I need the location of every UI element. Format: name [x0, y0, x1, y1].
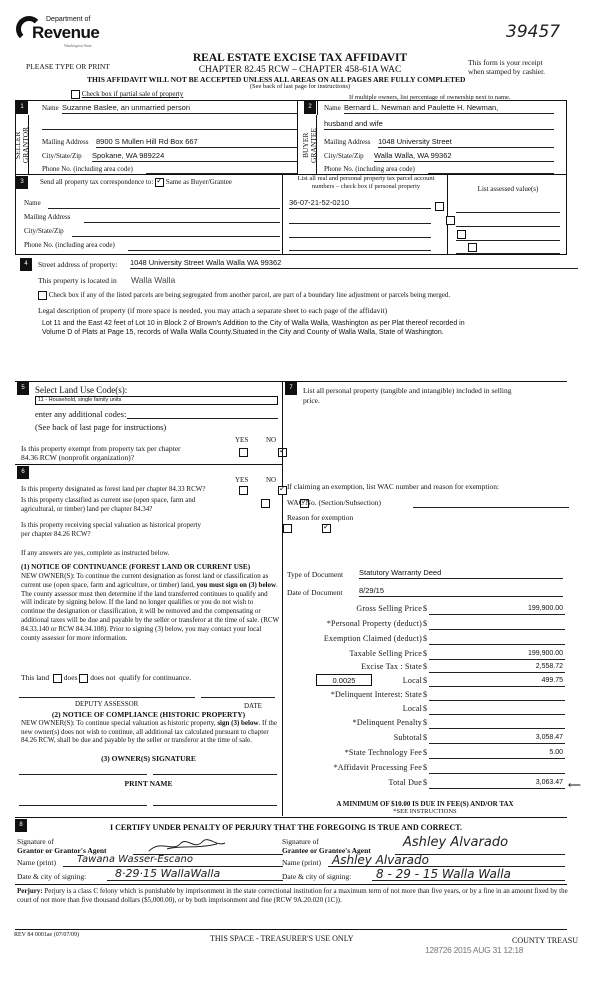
receipt-note: [468, 58, 545, 76]
buyer-phone-field[interactable]: [428, 164, 554, 174]
this-land-label: This land: [21, 673, 50, 682]
treasurer-stamp: 128726 2015 AUG 31 12:18: [425, 945, 524, 955]
please-type-label: PLEASE TYPE OR PRINT: [26, 62, 110, 71]
buyer-name-label: Name: [324, 104, 341, 112]
receipt-note-line-2: when stamped by cashier.: [468, 67, 546, 76]
certification-bottom-rule: [15, 884, 567, 885]
amount-row-delinquent-state: *Delinquent Interest: State $: [290, 690, 590, 704]
seller-phone-field[interactable]: [146, 164, 298, 174]
excise-tax-local-value[interactable]: 499.75: [541, 677, 563, 684]
land-use-section: [15, 381, 282, 461]
buyer-mailing-field[interactable]: 1048 University Street: [378, 137, 554, 148]
exemption-reason-field[interactable]: [287, 524, 557, 564]
located-in-value: Walla Walla: [131, 275, 176, 285]
exempt-question-line-2: 84.36 RCW (nonprofit organization)?: [21, 453, 135, 462]
legal-description-label: Legal description of property (if more space is needed, you may attach a separate sheet to each page of the affidavit): [38, 306, 388, 315]
seller-name-field-2[interactable]: [42, 119, 298, 130]
seller-city-field[interactable]: Spokane, WA 989224: [92, 151, 298, 162]
corr-name-label: Name: [24, 199, 41, 207]
seller-side-text: SELLER GRANTOR: [13, 126, 30, 164]
correspondence-label: Send all property tax correspondence to:: [40, 178, 154, 187]
subtotal-value[interactable]: 3,058.47: [535, 734, 563, 741]
corr-phone-label: Phone No. (including area code): [24, 241, 115, 249]
forest-question-3-line-2: per chapter 84.26 RCW?: [21, 530, 91, 538]
form-warning: THIS AFFIDAVIT WILL NOT BE ACCEPTED UNLESS ALL AREAS ON ALL PAGES ARE FULLY COMPLETED: [87, 75, 466, 84]
section-7-badge: 7: [285, 382, 297, 395]
amount-row-affidavit-fee: *Affidavit Processing Fee $: [290, 763, 590, 777]
correspondence-section: [15, 175, 567, 255]
buyer-name-field-2[interactable]: husband and wife: [324, 119, 554, 130]
seller-phone-label: Phone No. (including area code): [42, 165, 133, 173]
see-back-note: (See back of last page for instructions): [35, 422, 167, 432]
partial-sale-checkbox-row[interactable]: [71, 90, 183, 99]
assessed-value-field-2[interactable]: [456, 217, 560, 227]
seller-section: [15, 100, 297, 175]
notice-continuance-body: NEW OWNER(S): To continue the current designation as forest land or classification as current use (open space, farm and agriculture, or timber) land, you must sign on (3) below. The county assessor must then determine if the land transferred continues to qualify and will indicate by signing below. If the land no longer qualifies or you do not wish to continue the designation or classification, it will be removed and the compensating or additional taxes will be due and payable by the seller or transferor at the time of sale. (RCW 84.33.140 or RCW 84.34.108). Prior to signing (3) below, you may contact your local county assessor for more information.: [21, 572, 280, 642]
amount-row-taxable: Taxable Selling Price $ 199,900.00: [349, 649, 563, 658]
arrow-mark-icon: ⟵: [568, 780, 581, 790]
does-not-label: does not: [90, 673, 116, 682]
document-date-field[interactable]: 8/29/15: [359, 586, 563, 597]
same-as-buyer-label: Same as Buyer/Grantee: [165, 178, 232, 187]
grantor-signature-label: Signature of Grantor or Grantor's Agent: [17, 837, 107, 855]
parcel-column: [282, 174, 448, 254]
section-7-divider: [15, 465, 283, 466]
notice-compliance-title: (2) NOTICE OF COMPLIANCE (HISTORIC PROPERTY): [51, 710, 246, 719]
personal-property-label-line-2: price.: [303, 396, 320, 405]
amount-row-gross: Gross Selling Price $ 199,900.00: [356, 604, 563, 613]
amount-row-tech-fee: *State Technology Fee $ 5.00: [344, 748, 563, 757]
amount-row-subtotal: Subtotal $ 3,058.47: [393, 733, 563, 742]
grantee-date-label: Date & city of signing:: [282, 872, 352, 881]
section-6-badge: 6: [17, 466, 29, 479]
print-name-line-1[interactable]: [19, 798, 147, 806]
buyer-mailing-label: Mailing Address: [324, 138, 371, 146]
document-type-label: Type of Document: [287, 570, 344, 579]
located-in-label: This property is located in: [38, 276, 117, 285]
section-4-badge: 4: [20, 258, 32, 271]
buyer-phone-label: Phone No. (including area code): [324, 165, 415, 173]
dor-logo: [14, 14, 104, 54]
excise-tax-state-value[interactable]: 2,558.72: [535, 663, 563, 670]
personal-property-label-line-1: List all personal property (tangible and intangible) included in selling: [303, 386, 512, 395]
corr-mailing-label: Mailing Address: [24, 213, 71, 221]
logo-dept-text: Department of: [46, 16, 91, 23]
perjury-note: Perjury: Perjury is a class C felony which is punishable by imprisonment in the state correctional institution for a maximum term of not more than five years, or by a fine in an amount fixed by the court of not more than five thousand dollars ($5,000.00), or by both imprisonment and fine (RCW 9A.20.020 (1C)).: [17, 887, 568, 904]
corr-city-field[interactable]: [72, 227, 280, 237]
owner-signature-label: (3) OWNER(S) SIGNATURE: [101, 754, 196, 763]
section-5-badge: 5: [17, 382, 29, 395]
land-does-not-checkbox[interactable]: [79, 674, 88, 683]
minimum-due-note: A MINIMUM OF $10.00 IS DUE IN FEE(S) AND/OR TAX: [336, 800, 514, 808]
section-8-badge: 8: [15, 819, 27, 832]
land-does-checkbox[interactable]: [53, 674, 62, 683]
legal-description-value[interactable]: [42, 319, 562, 337]
logo-name-text: Revenue: [32, 23, 100, 42]
parcel-number-field-4[interactable]: [289, 240, 431, 251]
revision-label: REV 84 0001ae (07/07/09): [14, 932, 80, 938]
additional-codes-field[interactable]: [127, 409, 278, 419]
forest-question-3: [21, 521, 201, 539]
notice-continuance-title: (1) NOTICE OF CONTINUANCE (FOREST LAND OR CURRENT USE): [21, 563, 251, 571]
legal-description-line-2: Volume D of Plats at Page 15, records of Walla Walla County.Situated in the City and County of Walla Walla, State of Washington.: [42, 329, 444, 336]
print-name-label: PRINT NAME: [124, 779, 173, 788]
does-label: does: [63, 673, 78, 682]
grantee-name-label: Name (print): [282, 858, 321, 867]
grantee-signature-field[interactable]: Ashley Alvarado: [395, 835, 565, 855]
form-instructions-note: (See back of last page for instructions): [249, 83, 351, 90]
if-yes-note: If any answers are yes, complete as instructed below.: [21, 549, 170, 557]
land-use-select[interactable]: 11 - Household, single family units: [35, 396, 278, 405]
wac-label: WAC No. (Section/Subsection): [287, 498, 381, 507]
street-address-field[interactable]: 1048 University Street Walla Walla WA 99362: [130, 258, 578, 269]
assessed-header: List assessed value(s): [477, 185, 539, 193]
seller-side-label: [13, 115, 30, 175]
amount-row-delinquent-local: Local $: [290, 704, 590, 718]
buyer-city-label: City/State/Zip: [324, 152, 364, 160]
forest-q2-yes-checkbox[interactable]: [261, 499, 270, 508]
parcel-number-field-1[interactable]: 36-07-21-52-0210: [289, 198, 431, 209]
grantee-signature-label: Signature of Grantee or Grantee's Agent: [282, 837, 371, 855]
buyer-name-field[interactable]: Bernard L. Newman and Paulette H. Newman,: [344, 103, 554, 114]
parcel-personal-checkbox-2[interactable]: [446, 216, 455, 225]
seller-city-label: City/State/Zip: [42, 152, 82, 160]
exempt-question: [21, 444, 181, 462]
deputy-assessor-signature-line[interactable]: [19, 690, 195, 698]
exemption-claim-label: If claiming an exemption, list WAC number and reason for exemption:: [287, 482, 500, 491]
total-due-value[interactable]: 3,063.47: [535, 779, 563, 786]
gross-selling-price-value[interactable]: 199,900.00: [527, 605, 563, 612]
qualify-label: qualify for continuance.: [119, 673, 192, 682]
amount-row-exemption: Exemption Claimed (deduct) $: [290, 634, 590, 648]
no-header: NO: [266, 436, 277, 444]
grantor-signature-field[interactable]: [133, 837, 283, 855]
local-rate-field[interactable]: 0.0025: [316, 674, 372, 686]
additional-codes-label: enter any additional codes:: [35, 409, 127, 419]
county-treasurer-label: COUNTY TREASU: [512, 936, 579, 945]
amount-row-excise-state: Excise Tax : State $ 2,558.72: [361, 662, 563, 671]
handwritten-number: 39457: [506, 22, 561, 42]
see-instructions-note: *SEE INSTRUCTIONS: [393, 808, 457, 815]
document-date-label: Date of Document: [287, 588, 343, 597]
logo-state-text: Washington State: [64, 43, 92, 48]
parcel-personal-checkbox-1[interactable]: [435, 202, 444, 211]
buyer-city-field[interactable]: Walla Walla, WA 99362: [374, 151, 554, 162]
parcel-header: [283, 175, 449, 191]
segregated-checkbox-row[interactable]: [38, 291, 450, 300]
assessor-date-label: DATE: [244, 702, 262, 710]
corr-name-field[interactable]: [48, 199, 280, 209]
wac-field[interactable]: [413, 498, 569, 508]
exempt-question-line-1: Is this property exempt from property tax per chapter: [21, 444, 181, 453]
segregated-checkbox[interactable]: [38, 291, 47, 300]
owner-signature-line-1[interactable]: [19, 767, 147, 775]
forest-q1-yes-checkbox[interactable]: [239, 486, 248, 495]
owner-signature-line-2[interactable]: [153, 767, 277, 775]
print-name-line-2[interactable]: [153, 798, 277, 806]
exempt-yes-checkbox[interactable]: [239, 448, 248, 457]
signature-scribble-icon: [147, 837, 227, 855]
certification-title: I CERTIFY UNDER PENALTY OF PERJURY THAT THE FOREGOING IS TRUE AND CORRECT.: [110, 823, 463, 832]
corr-city-label: City/State/Zip: [24, 227, 64, 235]
seller-name-field[interactable]: Suzanne Baslee, an unmarried person: [62, 103, 298, 114]
state-technology-fee-value[interactable]: 5.00: [549, 749, 563, 756]
forest-question-2-line-1: Is this property classified as current use (open space, farm and: [21, 496, 196, 504]
seller-mailing-label: Mailing Address: [42, 138, 89, 146]
forest-question-2: [21, 496, 195, 514]
forest-section: [15, 464, 282, 816]
seller-name-label: Name: [42, 104, 59, 112]
yes-header: YES: [235, 436, 249, 444]
grantor-name-label: Name (print): [17, 858, 56, 867]
section-1-badge: 1: [16, 101, 28, 114]
parcel-number-field-2[interactable]: [289, 213, 431, 224]
assessed-value-field-1[interactable]: [456, 203, 560, 213]
forest-yes-header: YES: [235, 476, 249, 484]
multiple-owners-note: If multiple owners, list percentage of ownership next to name.: [349, 94, 511, 101]
section-3-badge: 3: [16, 176, 28, 189]
treasurer-use-label: THIS SPACE - TREASURER'S USE ONLY: [210, 934, 354, 943]
grantor-name-field[interactable]: Tawana Wasser-Escano: [63, 854, 283, 867]
amount-row-excise-local: Local $ 499.75: [402, 676, 563, 685]
form-subtitle: CHAPTER 82.45 RCW – CHAPTER 458-61A WAC: [198, 65, 402, 75]
receipt-note-line-1: This form is your receipt: [468, 58, 543, 67]
personal-property-label: [303, 386, 563, 406]
footer-rule: [15, 929, 567, 930]
buyer-side-text: BUYER GRANTEE: [301, 127, 318, 163]
amount-row-personal-property: *Personal Property (deduct) $: [290, 619, 590, 633]
buyer-section: [297, 100, 567, 175]
forest-question-2-line-2: agricultural, or timber) land per chapter 84.34?: [21, 505, 153, 513]
forest-question-3-line-1: Is this property receiving special valuation as historical property: [21, 521, 202, 529]
notice-compliance-body: NEW OWNER(S): To continue special valuation as historic property, sign (3) below. If the new owner(s) does not wish to continue, all additional tax calculated pursuant to chapter 84.26 RCW, shall be due and payable by the seller or transferor at the time of sale.: [21, 719, 278, 744]
assessed-value-field-4[interactable]: [456, 244, 560, 254]
partial-sale-label: Check box if partial sale of property: [81, 90, 184, 99]
section-2-badge: 2: [304, 101, 316, 114]
parcel-header-line-1: List all real and personal property tax parcel account: [297, 175, 435, 182]
legal-description-line-1: Lot 11 and the East 42 feet of Lot 10 in Block 2 of Brown's Addition to the City of Walla Walla, Washington as per Plat thereof recorded in: [42, 320, 465, 327]
buyer-divider: [317, 101, 318, 115]
corr-phone-field[interactable]: [128, 241, 280, 251]
correspondence-label-row: [40, 178, 232, 187]
forest-question-1: Is this property designated as forest land per chapter 84.33 RCW?: [21, 485, 206, 493]
seller-mailing-field[interactable]: 8900 S Mullen Hill Rd Box 667: [96, 137, 298, 148]
grantee-date-field[interactable]: 8 - 29 - 15 Walla Walla: [372, 867, 565, 881]
amount-row-delinquent-penalty: *Delinquent Penalty $: [290, 718, 590, 732]
form-title: REAL ESTATE EXCISE TAX AFFIDAVIT: [192, 52, 408, 64]
forest-no-header: NO: [266, 476, 277, 484]
taxable-selling-price-value[interactable]: 199,900.00: [527, 650, 563, 657]
parcel-number-field-3[interactable]: [289, 227, 431, 238]
amount-row-total-due: Total Due $ 3,063.47: [388, 778, 563, 787]
grantor-date-field[interactable]: 8·29·15 WallaWalla: [107, 867, 283, 881]
continuance-row: [21, 673, 191, 683]
parcel-header-line-2: numbers – check box if personal property: [311, 183, 421, 190]
certification-section: [15, 817, 567, 902]
same-as-buyer-checkbox[interactable]: [155, 178, 164, 187]
exemption-reason-label: Reason for exemption: [287, 513, 354, 522]
deputy-assessor-label: DEPUTY ASSESSOR: [75, 700, 139, 708]
grantee-name-field[interactable]: Ashley Alvarado: [328, 853, 565, 867]
corr-mailing-field[interactable]: [84, 213, 280, 223]
land-use-select-label: Select Land Use Code(s):: [35, 385, 128, 395]
buyer-side-label: [301, 115, 318, 175]
document-type-field[interactable]: Statutory Warranty Deed: [359, 568, 563, 579]
assessor-date-line[interactable]: [201, 690, 275, 698]
segregated-label: Check box if any of the listed parcels are being segregated from another parcel, are part of a boundary line adjustment or parcels being merged.: [48, 291, 451, 300]
assessed-value-field-3[interactable]: [456, 231, 560, 241]
personal-property-field[interactable]: [303, 408, 558, 466]
partial-sale-checkbox[interactable]: [71, 90, 80, 99]
grantor-date-label: Date & city of signing:: [17, 872, 87, 881]
street-address-label: Street address of property:: [38, 260, 118, 269]
